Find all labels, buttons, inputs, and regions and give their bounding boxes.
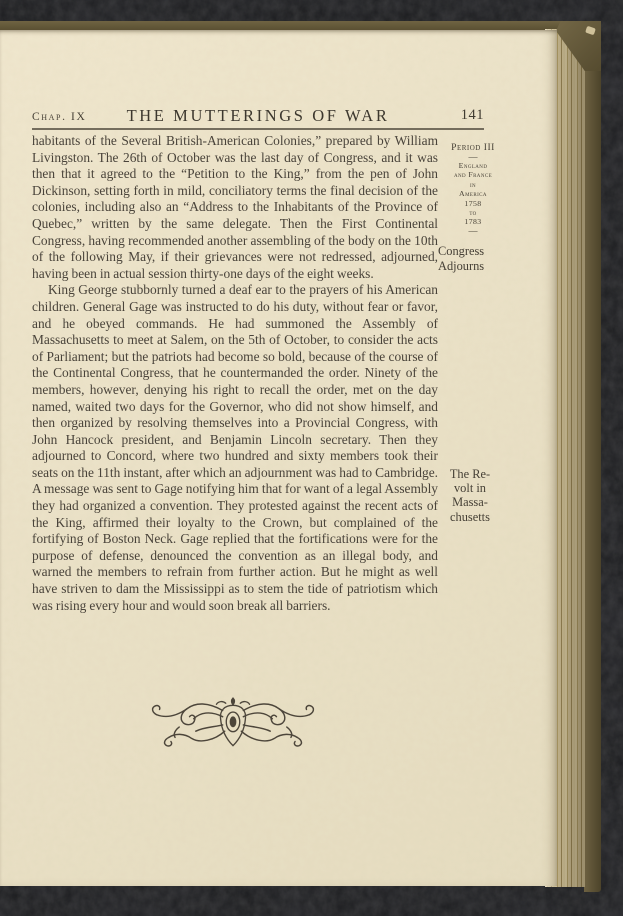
sidenote-line: Congress (438, 244, 485, 258)
sidenote-period-title: Period III (451, 142, 495, 153)
page-title: THE MUTTERINGS OF WAR (126, 106, 390, 125)
sidenote-line: Adjourns (438, 258, 485, 273)
sidenote-period (437, 142, 509, 235)
header-rule (32, 128, 484, 130)
sidenote-line: and France (453, 170, 493, 180)
sidenote-line: The Re- (449, 467, 491, 481)
page-number: 141 (460, 107, 484, 123)
sidenote-line: Massa- (452, 495, 488, 510)
running-header (32, 106, 484, 128)
tailpiece-ornament-icon (150, 696, 316, 756)
body-text (32, 133, 438, 614)
sidenote-revolt-massachusetts (436, 467, 504, 524)
paragraph-1: habitants of the Several British-American Colonies,” prepared by William Livingston. The 26th of October was the last day of Congress, and it was then that it agreed to the “Petition to the King,” from the pen of John Dickinson, setting forth in mild, conciliatory terms the final decision of the colonies, including also an “Address to the Inhabitants of the Province of Quebec,” written by the same delegate. Then the First Continental Congress, having recommended another assembling of the body on the 10th of the following May, if their grievances were not redressed, adjourned, having been in actual session thirty-one days of the eight weeks. (32, 133, 438, 281)
sidenote-line: 1758 (464, 198, 482, 208)
sidenote-line: 1783 (464, 217, 482, 227)
sidenote-line: America (459, 189, 487, 199)
sidenote-line: England (458, 161, 488, 170)
book-board-right-edge (584, 24, 601, 892)
sidenote-line: chusetts (450, 509, 490, 524)
sidenote-divider: — (468, 152, 478, 162)
paragraph-2: King George stubbornly turned a deaf ear to the prayers of his American children. General Gage was instructed to do his duty, without fear or favor, and he obeyed commands. He had summoned the Assembly of Massachusetts to meet at Salem, on the 5th of October, to consider the acts of Parliament; but the patriots had become so bold, because of the course of the Continental Congress, that he countermanded the order. Ninety of the members, however, denying his right to recall the order, met on the day named, waited two days for the Governor, who did not show himself, and then organized by resolving themselves into a Provincial Congress, with John Hancock president, and Benjamin Lincoln secretary. Then they adjourned to Concord, where two hundred and sixty members took their seats on the 11th instant, after which an adjournment was had to Cambridge. A message was sent to Gage notifying him that for want of a legal Assembly they had organized a convention. They protested against the recent acts of the King, affirmed their loyalty to the Crown, but complained of the fortifying of Boston Neck. Gage replied that the fortifications were for the purpose of defense, denounced the convention as an illegal body, and warned the members to refrain from further action. But he might as well have striven to dam the Mississippi as to stem the tide of patriotism which was rising every hour and would soon break all barriers. (32, 282, 438, 613)
book-page (0, 30, 557, 886)
sidenote-line: in (469, 179, 477, 189)
sidenote-congress-adjourns (438, 244, 484, 273)
sidenote-line: to (469, 208, 477, 218)
sidenote-line: volt in (453, 481, 486, 496)
sidenote-divider: — (468, 225, 478, 236)
chapter-label: Chap. IX (32, 111, 87, 123)
